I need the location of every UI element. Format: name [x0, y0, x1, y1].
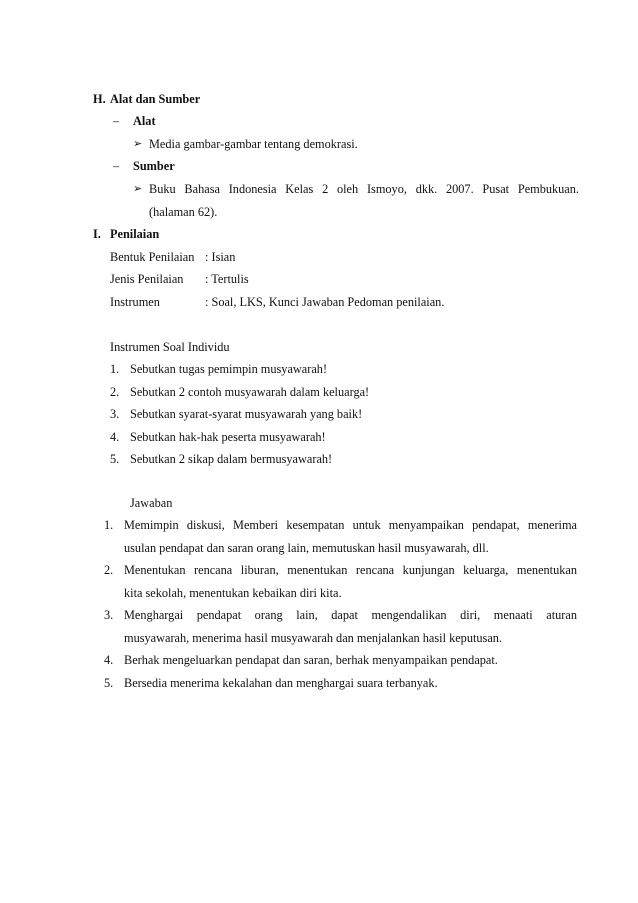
assessment-key: Instrumen	[110, 295, 160, 309]
sumber-heading: Sumber	[133, 159, 175, 173]
answer-line: Menentukan rencana liburan, menentukan rencana kunjungan keluarga, menentukan	[124, 563, 577, 577]
question-text: Sebutkan hak-hak peserta musyawarah!	[130, 430, 326, 444]
section-h-title: Alat dan Sumber	[110, 92, 201, 106]
answer-line: Memimpin diskusi, Memberi kesempatan untuk menyampaikan pendapat, menerima	[124, 518, 577, 532]
alat-dash: –	[113, 114, 120, 128]
sumber-item-line2: (halaman 62).	[149, 205, 218, 219]
section-i-title: Penilaian	[110, 227, 160, 241]
answers-title: Jawaban	[130, 496, 173, 510]
answer-number: 3.	[104, 608, 114, 622]
section-i-label: I.	[93, 227, 101, 241]
answer-line: Bersedia menerima kekalahan dan menghargai suara terbanyak.	[124, 676, 438, 690]
answer-line: usulan pendapat dan saran orang lain, memutuskan hasil musyawarah, dll.	[124, 541, 489, 555]
question-number: 2.	[110, 385, 120, 399]
question-number: 4.	[110, 430, 120, 444]
arrow-bullet-icon: ➢	[133, 137, 143, 150]
assessment-key: Bentuk Penilaian	[110, 250, 195, 264]
assessment-value: : Soal, LKS, Kunci Jawaban Pedoman penilaian.	[205, 295, 445, 309]
question-text: Sebutkan syarat-syarat musyawarah yang baik!	[130, 407, 363, 421]
question-text: Sebutkan tugas pemimpin musyawarah!	[130, 362, 328, 376]
section-h-label: H.	[93, 92, 106, 106]
sumber-item-line1: Buku Bahasa Indonesia Kelas 2 oleh Ismoyo, dkk. 2007. Pusat Pembukuan.	[149, 182, 579, 196]
sumber-dash: –	[113, 159, 120, 173]
question-number: 5.	[110, 452, 120, 466]
answer-number: 1.	[104, 518, 114, 532]
instrument-title: Instrumen Soal Individu	[110, 340, 230, 354]
question-number: 1.	[110, 362, 120, 376]
question-text: Sebutkan 2 contoh musyawarah dalam keluarga!	[130, 385, 370, 399]
arrow-bullet-icon: ➢	[133, 182, 143, 195]
alat-heading: Alat	[133, 114, 156, 128]
alat-item: Media gambar-gambar tentang demokrasi.	[149, 137, 358, 151]
answer-line: kita sekolah, menentukan kebaikan diri kita.	[124, 586, 342, 600]
assessment-key: Jenis Penilaian	[110, 272, 184, 286]
answer-number: 2.	[104, 563, 114, 577]
question-number: 3.	[110, 407, 120, 421]
assessment-value: : Tertulis	[205, 272, 249, 286]
answer-number: 4.	[104, 653, 114, 667]
answer-line: Berhak mengeluarkan pendapat dan saran, berhak menyampaikan pendapat.	[124, 653, 498, 667]
question-text: Sebutkan 2 sikap dalam bermusyawarah!	[130, 452, 333, 466]
assessment-value: : Isian	[205, 250, 236, 264]
answer-number: 5.	[104, 676, 114, 690]
answer-line: Menghargai pendapat orang lain, dapat mengendalikan diri, menaati aturan	[124, 608, 577, 622]
answer-line: musyawarah, menerima hasil musyawarah dan menjalankan hasil keputusan.	[124, 631, 503, 645]
